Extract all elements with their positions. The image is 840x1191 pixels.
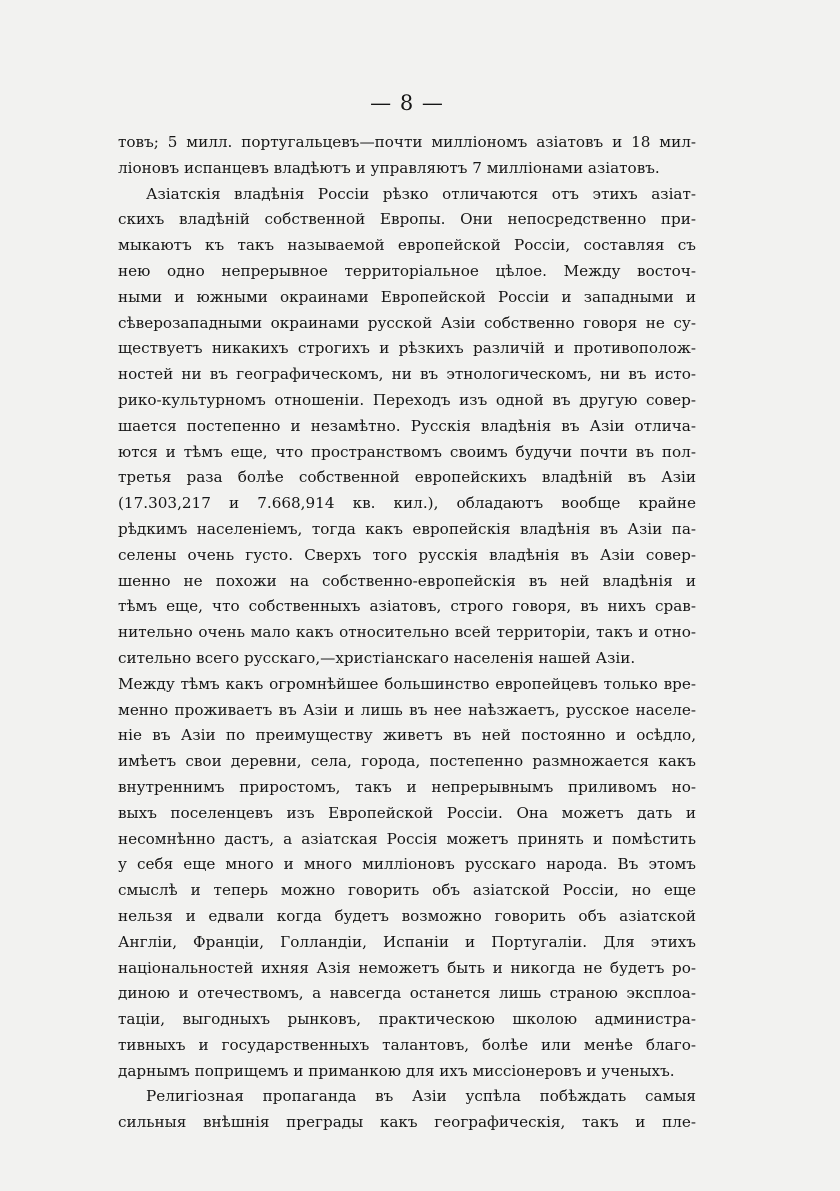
text-line: рѣдкимъ населеніемъ, тогда какъ европейскія владѣнія въ Азіи па- bbox=[118, 519, 697, 538]
text-line: выхъ поселенцевъ изъ Европейской Россіи. Она можетъ дать и bbox=[118, 803, 696, 822]
text-line: Между тѣмъ какъ огромнѣйшее большинство европейцевъ только вре- bbox=[118, 674, 697, 693]
text-line: шенно не похожи на собственно-европейскія въ ней владѣнія и bbox=[118, 571, 696, 590]
text-line: ліоновъ испанцевъ владѣютъ и управляютъ 7 милліонами азіатовъ. bbox=[118, 158, 660, 177]
text-line: внутреннимъ приростомъ, такъ и непрерывнымъ приливомъ но- bbox=[118, 777, 697, 796]
text-line: нею одно непрерывное территоріальное цѣлое. Между восточ- bbox=[118, 261, 696, 280]
body-text bbox=[118, 130, 696, 1136]
text-line: ются и тѣмъ еще, что пространствомъ своимъ будучи почти въ пол- bbox=[118, 442, 696, 461]
text-line: третья раза болѣе собственной европейскихъ владѣній въ Азіи bbox=[118, 468, 696, 487]
text-line: дарнымъ поприщемъ и приманкою для ихъ миссіонеровъ и ученыхъ. bbox=[118, 1061, 675, 1080]
text-line: шается постепенно и незамѣтно. Русскія владѣнія въ Азіи отлича- bbox=[118, 416, 696, 435]
text-line: ніе въ Азіи по преимуществу живетъ въ ней постоянно и осѣдло, bbox=[118, 726, 697, 745]
text-line: Азіатскія владѣнія Россіи рѣзко отличаются отъ этихъ азіат- bbox=[146, 184, 697, 203]
text-line: сильныя внѣшнія преграды какъ географическія, такъ и пле- bbox=[118, 1113, 696, 1132]
text-line: смыслѣ и теперь можно говорить объ азіатской Россіи, но еще bbox=[118, 881, 696, 900]
text-line: имѣетъ свои деревни, села, города, постепенно размножается какъ bbox=[118, 752, 696, 771]
text-line: менно проживаетъ въ Азіи и лишь въ нее наѣзжаетъ, русское населе- bbox=[118, 700, 697, 719]
text-line: скихъ владѣній собственной Европы. Они непосредственно при- bbox=[118, 210, 697, 229]
text-line: нельзя и едвали когда будетъ возможно говорить объ азіатской bbox=[118, 906, 696, 925]
text-line: у себя еще много и много милліоновъ русскаго народа. Въ этомъ bbox=[118, 855, 696, 874]
text-line: ными и южными окраинами Европейской Россіи и западными и bbox=[118, 287, 696, 306]
page-number: — 8 — bbox=[370, 91, 444, 115]
text-line: диною и отечествомъ, а навсегда останется лишь страною эксплоа- bbox=[118, 984, 696, 1003]
book-page bbox=[118, 88, 696, 1136]
text-line: селены очень густо. Сверхъ того русскія владѣнія въ Азіи совер- bbox=[118, 545, 696, 564]
text-line: ностей ни въ географическомъ, ни въ этнологическомъ, ни въ исто- bbox=[118, 365, 697, 384]
text-line: Религіозная пропаганда въ Азіи успѣла побѣждать самыя bbox=[146, 1087, 696, 1106]
text-line: сительно всего русскаго,—христіанскаго населенія нашей Азіи. bbox=[118, 648, 636, 667]
text-line: товъ; 5 милл. португальцевъ—почти милліономъ азіатовъ и 18 мил- bbox=[118, 133, 697, 151]
text-line: (17.303,217 и 7.668,914 кв. кил.), обладаютъ вообще крайне bbox=[118, 494, 696, 513]
text-line: тивныхъ и государственныхъ талантовъ, болѣе или менѣе благо- bbox=[118, 1035, 697, 1054]
text-line: Англіи, Франціи, Голландіи, Испаніи и Португаліи. Для этихъ bbox=[118, 932, 696, 951]
text-line: національностей ихняя Азія неможетъ быть и никогда не будетъ ро- bbox=[118, 958, 697, 977]
text-line: сѣверозападными окраинами русской Азіи собственно говоря не су- bbox=[118, 313, 696, 332]
text-line: тѣмъ еще, что собственныхъ азіатовъ, строго говоря, въ нихъ срав- bbox=[118, 597, 696, 616]
text-line: ществуетъ никакихъ строгихъ и рѣзкихъ различій и противополож- bbox=[118, 339, 696, 358]
text-line: несомнѣнно дастъ, а азіатская Россія можетъ принять и помѣстить bbox=[118, 829, 696, 848]
text-line: таціи, выгодныхъ рынковъ, практическою школою администра- bbox=[118, 1010, 696, 1029]
text-line: мыкаютъ къ такъ называемой европейской Россіи, составляя съ bbox=[118, 236, 696, 255]
text-line: рико-культурномъ отношеніи. Переходъ изъ одной въ другую совер- bbox=[118, 390, 696, 409]
text-line: нительно очень мало какъ относительно всей территоріи, такъ и отно- bbox=[118, 623, 697, 642]
